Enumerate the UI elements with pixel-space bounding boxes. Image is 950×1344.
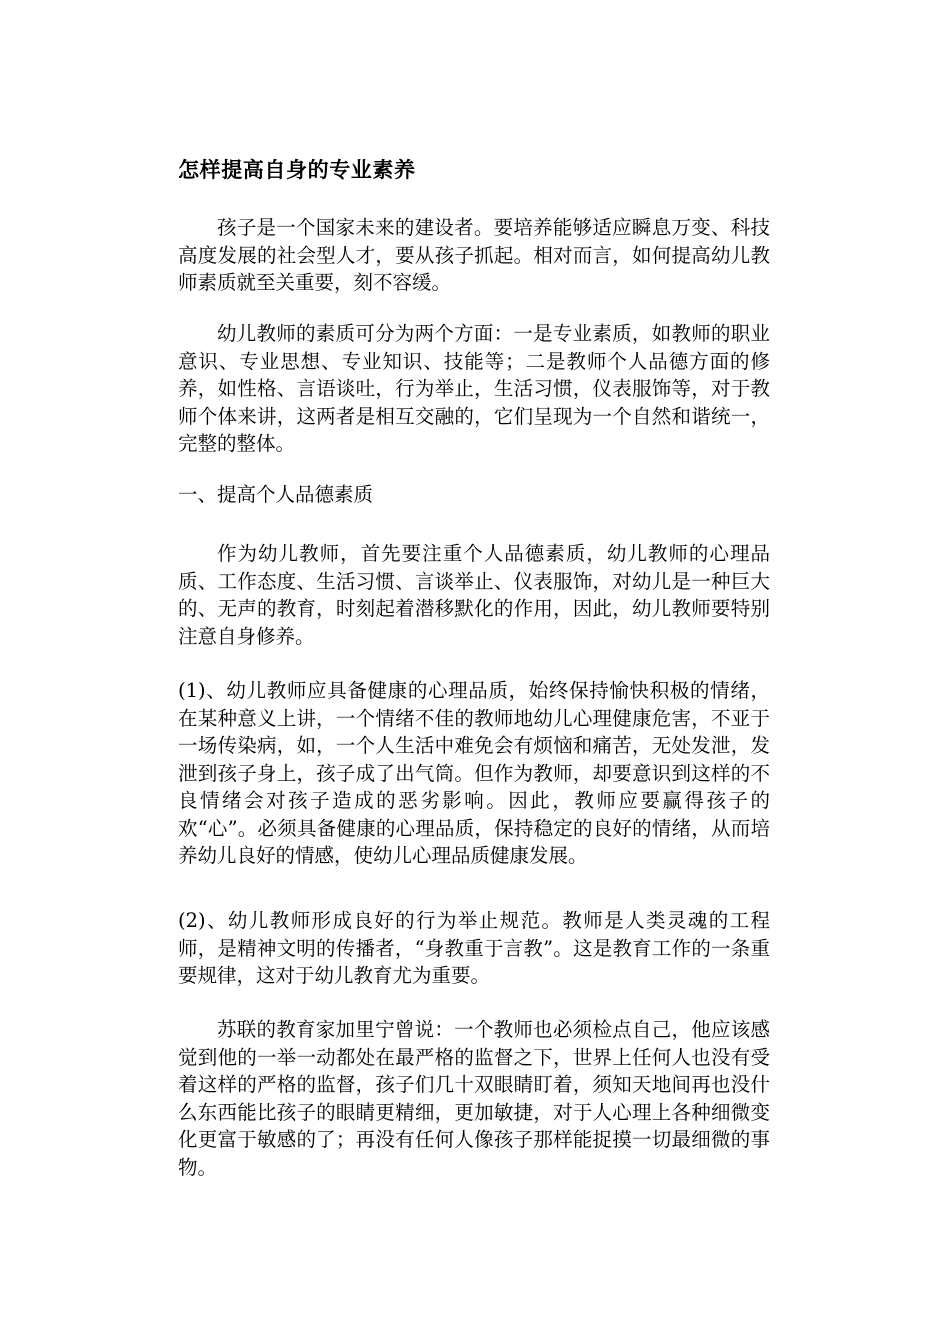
paragraph-point-1: (1)、幼儿教师应具备健康的心理品质，始终保持愉快积极的情绪，在某种意义上讲，一个情绪不佳的教师地幼儿心理健康危害，不亚于一场传染病，如，一个人生活中难免会有烦恼和痛苦，无处发泄，发泄到孩子身上，孩子成了出气筒。但作为教师，却要意识到这样的不良情绪会对孩子造成的恶劣影响。因此，教师应要赢得孩子的欢“心”。必须具备健康的心理品质，保持稳定的良好的情绪，从而培养幼儿良好的情感，使幼儿心理品质健康发展。 [178, 679, 770, 867]
section-heading: 一、提高个人品德素质 [178, 483, 374, 506]
paragraph-personal-quality: 作为幼儿教师，首先要注重个人品德素质，幼儿教师的心理品质、工作态度、生活习惯、言谈举止、仪表服饰，对幼儿是一种巨大的、无声的教育，时刻起着潜移默化的作用，因此，幼儿教师要特别注意自身修养。 [178, 542, 770, 648]
paragraph-point-2: (2)、幼儿教师形成良好的行为举止规范。教师是人类灵魂的工程师，是精神文明的传播者，“身教重于言教”。这是教育工作的一条重要规律，这对于幼儿教育尤为重要。 [178, 909, 770, 987]
paragraph-teacher-quality: 幼儿教师的素质可分为两个方面：一是专业素质，如教师的职业意识、专业思想、专业知识、技能等；二是教师个人品德方面的修养，如性格、言语谈吐，行为举止，生活习惯，仪表服饰等，对于教师个体来讲，这两者是相互交融的，它们呈现为一个自然和谐统一，完整的整体。 [178, 322, 770, 455]
paragraph-intro: 孩子是一个国家未来的建设者。要培养能够适应瞬息万变、科技高度发展的社会型人才，要从孩子抓起。相对而言，如何提高幼儿教师素质就至关重要，刻不容缓。 [178, 216, 770, 294]
document-title: 怎样提高自身的专业素养 [178, 157, 416, 182]
paragraph-kalinin-quote: 苏联的教育家加里宁曾说：一个教师也必须检点自己，他应该感觉到他的一举一动都处在最严格的监督之下，世界上任何人也没有受着这样的严格的监督，孩子们几十双眼睛盯着，须知天地间再也没什么东西能比孩子的眼睛更精细，更加敏捷，对于人心理上各种细微变化更富于敏感的了；再没有任何人像孩子那样能捉摸一切最细微的事物。 [178, 1018, 770, 1179]
